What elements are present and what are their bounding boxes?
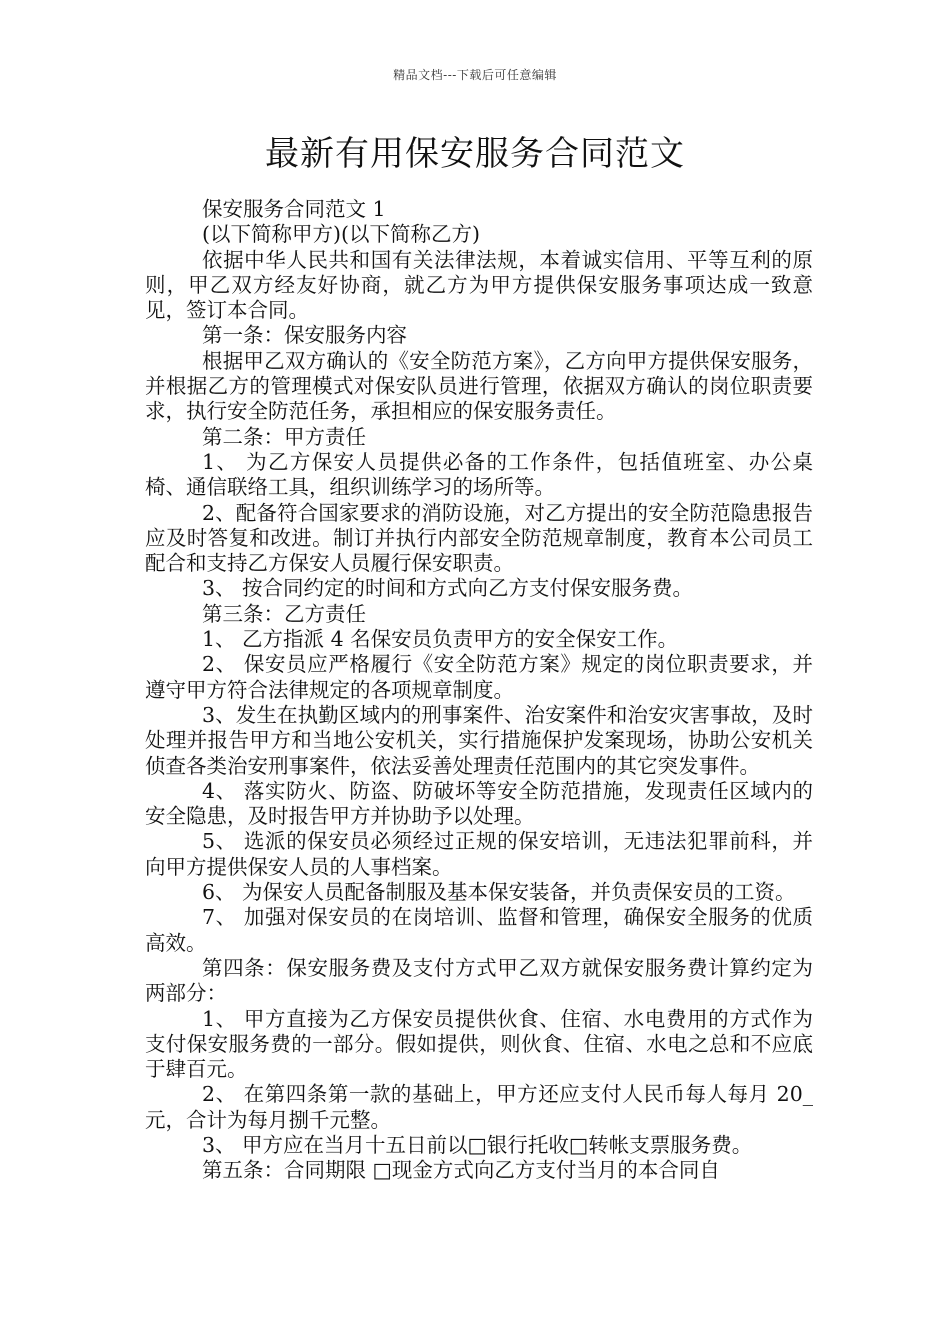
document-body	[145, 197, 813, 1184]
list-item: 2、配备符合国家要求的消防设施，对乙方提出的安全防范隐患报告应及时答复和改进。制订并执行内部安全防范规章制度，教育本公司员工配合和支持乙方保安人员履行保安职责。	[145, 500, 813, 576]
header-note: 精品文档---下载后可任意编辑	[393, 68, 557, 82]
section-heading: 第一条：保安服务内容	[202, 323, 407, 348]
section-heading: 第三条：乙方责任	[202, 601, 366, 626]
list-item: 3、发生在执勤区域内的刑事案件、治安案件和治安灾害事故，及时处理并报告甲方和当地公安机关，实行措施保护发案现场，协助公安机关侦查各类治安刑事案件，依法妥善处理责任范围内的其它突发事件。	[145, 702, 813, 778]
paragraph: 保安服务合同范文 1	[202, 197, 386, 221]
list-item: 3、 甲方应在当月十五日前以□银行托收□转帐支票服务费。	[202, 1132, 753, 1157]
list-item: 1、 乙方指派 4 名保安员负责甲方的安全保安工作。	[202, 627, 679, 652]
list-item: 2、 在第四条第一款的基础上，甲方还应支付人民币每人每月 20_元，合计为每月捌千元整。	[145, 1082, 813, 1132]
list-item: 7、 加强对保安员的在岗培训、监督和管理，确保安全服务的优质高效。	[145, 905, 813, 955]
paragraph: (以下简称甲方)(以下简称乙方)	[202, 222, 480, 247]
list-item: 3、 按合同约定的时间和方式向乙方支付保安服务费。	[202, 576, 694, 601]
section-heading: 第二条：甲方责任	[202, 424, 366, 449]
list-item: 1、 为乙方保安人员提供必备的工作条件，包括值班室、办公桌椅、通信联络工具，组织训练学习的场所等。	[145, 449, 813, 500]
list-item: 6、 为保安人员配备制服及基本保安装备，并负责保安员的工资。	[202, 880, 796, 905]
list-item: 2、 保安员应严格履行《安全防范方案》规定的岗位职责要求，并遵守甲方符合法律规定的各项规章制度。	[145, 652, 813, 702]
list-item: 5、 选派的保安员必须经过正规的保安培训，无违法犯罪前科，并向甲方提供保安人员的人事档案。	[145, 829, 813, 879]
section-heading: 第四条：保安服务费及支付方式甲乙双方就保安服务费计算约定为两部分：	[145, 955, 813, 1006]
section-heading: 第五条：合同期限 □现金方式向乙方支付当月的本合同自	[202, 1158, 720, 1183]
list-item: 4、 落实防火、防盗、防破坏等安全防范措施，发现责任区域内的安全隐患，及时报告甲方并协助予以处理。	[145, 778, 813, 829]
paragraph: 根据甲乙双方确认的《安全防范方案》，乙方向甲方提供保安服务，并根据乙方的管理模式对保安队员进行管理，依据双方确认的岗位职责要求，执行安全防范任务，承担相应的保安服务责任。	[145, 348, 813, 424]
list-item: 1、 甲方直接为乙方保安员提供伙食、住宿、水电费用的方式作为支付保安服务费的一部分。假如提供，则伙食、住宿、水电之总和不应底于肆百元。	[145, 1006, 813, 1082]
document-title: 最新有用保安服务合同范文	[265, 134, 685, 174]
paragraph: 依据中华人民共和国有关法律法规，本着诚实信用、平等互利的原则，甲乙双方经友好协商，就乙方为甲方提供保安服务事项达成一致意见，签订本合同。	[145, 247, 813, 323]
